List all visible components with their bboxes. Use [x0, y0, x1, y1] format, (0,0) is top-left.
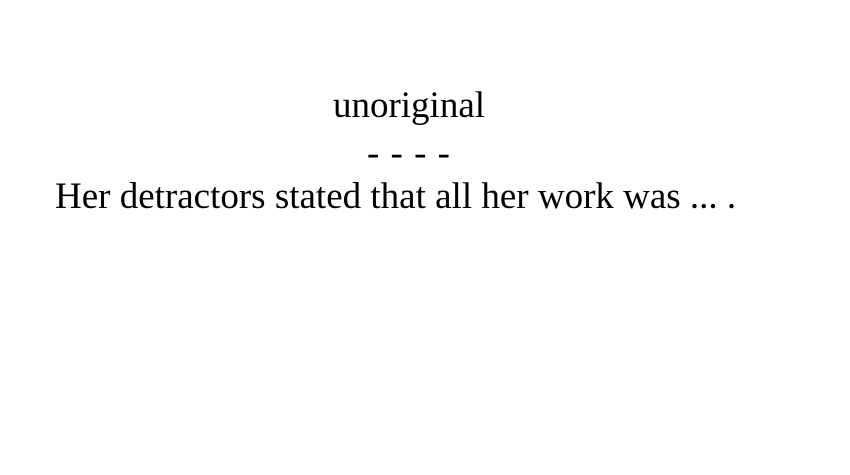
example-sentence: Her detractors stated that all her work was ... . — [55, 176, 737, 217]
answer-word: unoriginal — [332, 85, 486, 126]
dash-separator: - - - - — [366, 133, 452, 174]
